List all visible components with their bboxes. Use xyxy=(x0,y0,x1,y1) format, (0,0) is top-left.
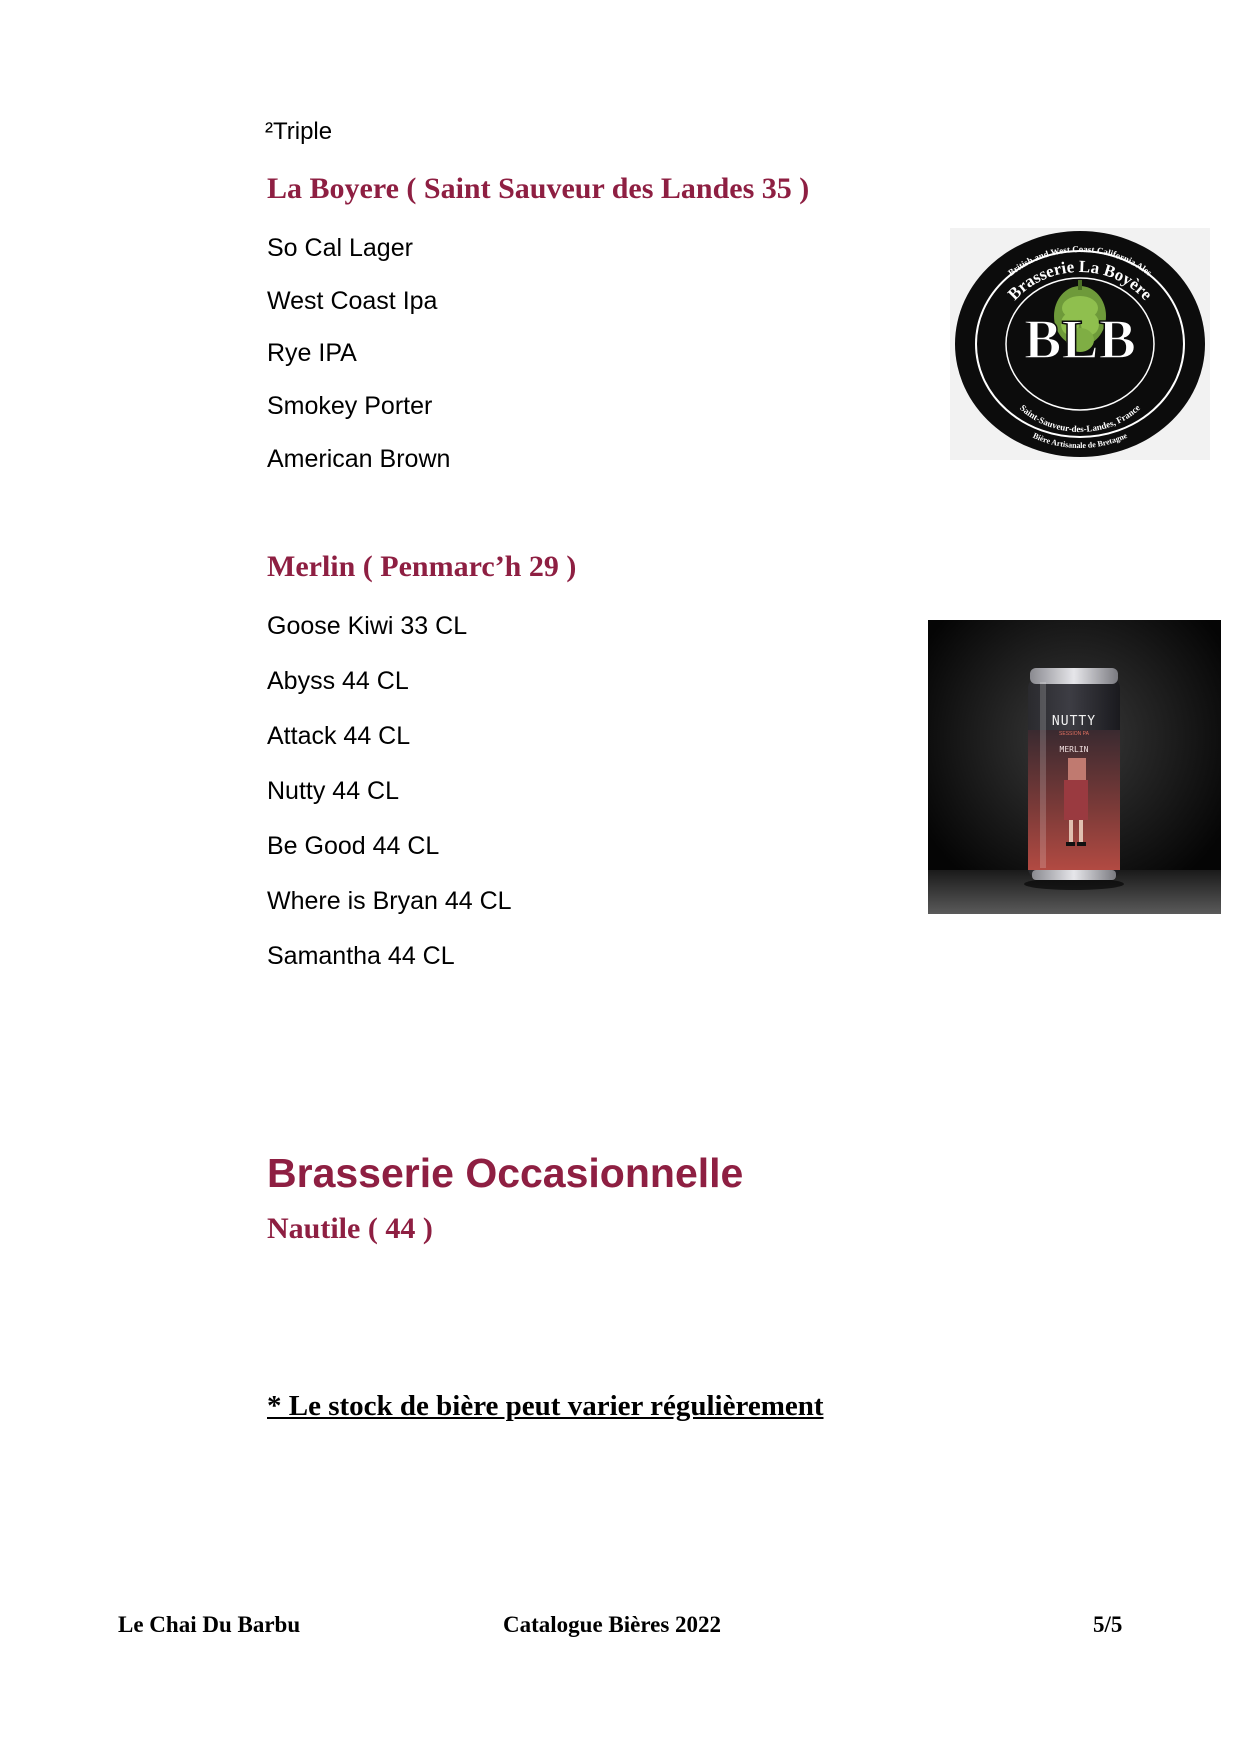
logo-arc-name: Brasserie La Boyère xyxy=(1003,256,1157,304)
beer-can-icon xyxy=(928,620,1221,914)
footer-page-number: 5/5 xyxy=(1093,1612,1123,1637)
beer-item: West Coast Ipa xyxy=(267,287,438,315)
beer-item: American Brown xyxy=(267,445,451,473)
brewery-heading-merlin: Merlin ( Penmarc’h 29 ) xyxy=(267,550,577,583)
logo-arc-top: British and West Coast California Ales xyxy=(1006,243,1154,278)
logo-arc-bottom: Saint-Sauveur-des-Landes, France xyxy=(1018,402,1142,435)
brasserie-la-boyere-logo xyxy=(950,228,1210,460)
blb-logo-icon xyxy=(950,228,1210,460)
beer-item: Smokey Porter xyxy=(267,392,433,420)
logo-monogram: BLB xyxy=(1023,309,1137,371)
brewery-heading-la-boyere: La Boyere ( Saint Sauveur des Landes 35 ) xyxy=(267,172,810,205)
beer-item: Be Good 44 CL xyxy=(267,832,440,860)
stock-note: * Le stock de bière peut varier régulièrement xyxy=(267,1390,824,1422)
occasional-brewery-subheading: Nautile ( 44 ) xyxy=(267,1212,433,1245)
beer-item: Rye IPA xyxy=(267,339,357,367)
beer-item: Nutty 44 CL xyxy=(267,777,400,805)
footer-catalogue-title: Catalogue Bières 2022 xyxy=(503,1612,722,1637)
beer-item: Samantha 44 CL xyxy=(267,942,455,970)
can-brand: MERLIN xyxy=(1059,745,1089,754)
previous-item-triple: ²Triple xyxy=(265,118,333,145)
merlin-nutty-can-photo xyxy=(928,620,1221,914)
beer-item: Goose Kiwi 33 CL xyxy=(267,612,468,640)
can-style: SESSION PA xyxy=(1059,731,1089,737)
beer-item: Where is Bryan 44 CL xyxy=(267,887,512,915)
beer-item: Attack 44 CL xyxy=(267,722,411,750)
beer-item: Abyss 44 CL xyxy=(267,667,409,695)
can-name: NUTTY xyxy=(1051,714,1097,729)
logo-arc-bottom2: Bière Artisanale de Bretagne xyxy=(1031,431,1129,451)
occasional-brewery-heading: Brasserie Occasionnelle xyxy=(267,1150,744,1196)
footer-shop-name: Le Chai Du Barbu xyxy=(118,1612,301,1637)
beer-item: So Cal Lager xyxy=(267,234,413,262)
